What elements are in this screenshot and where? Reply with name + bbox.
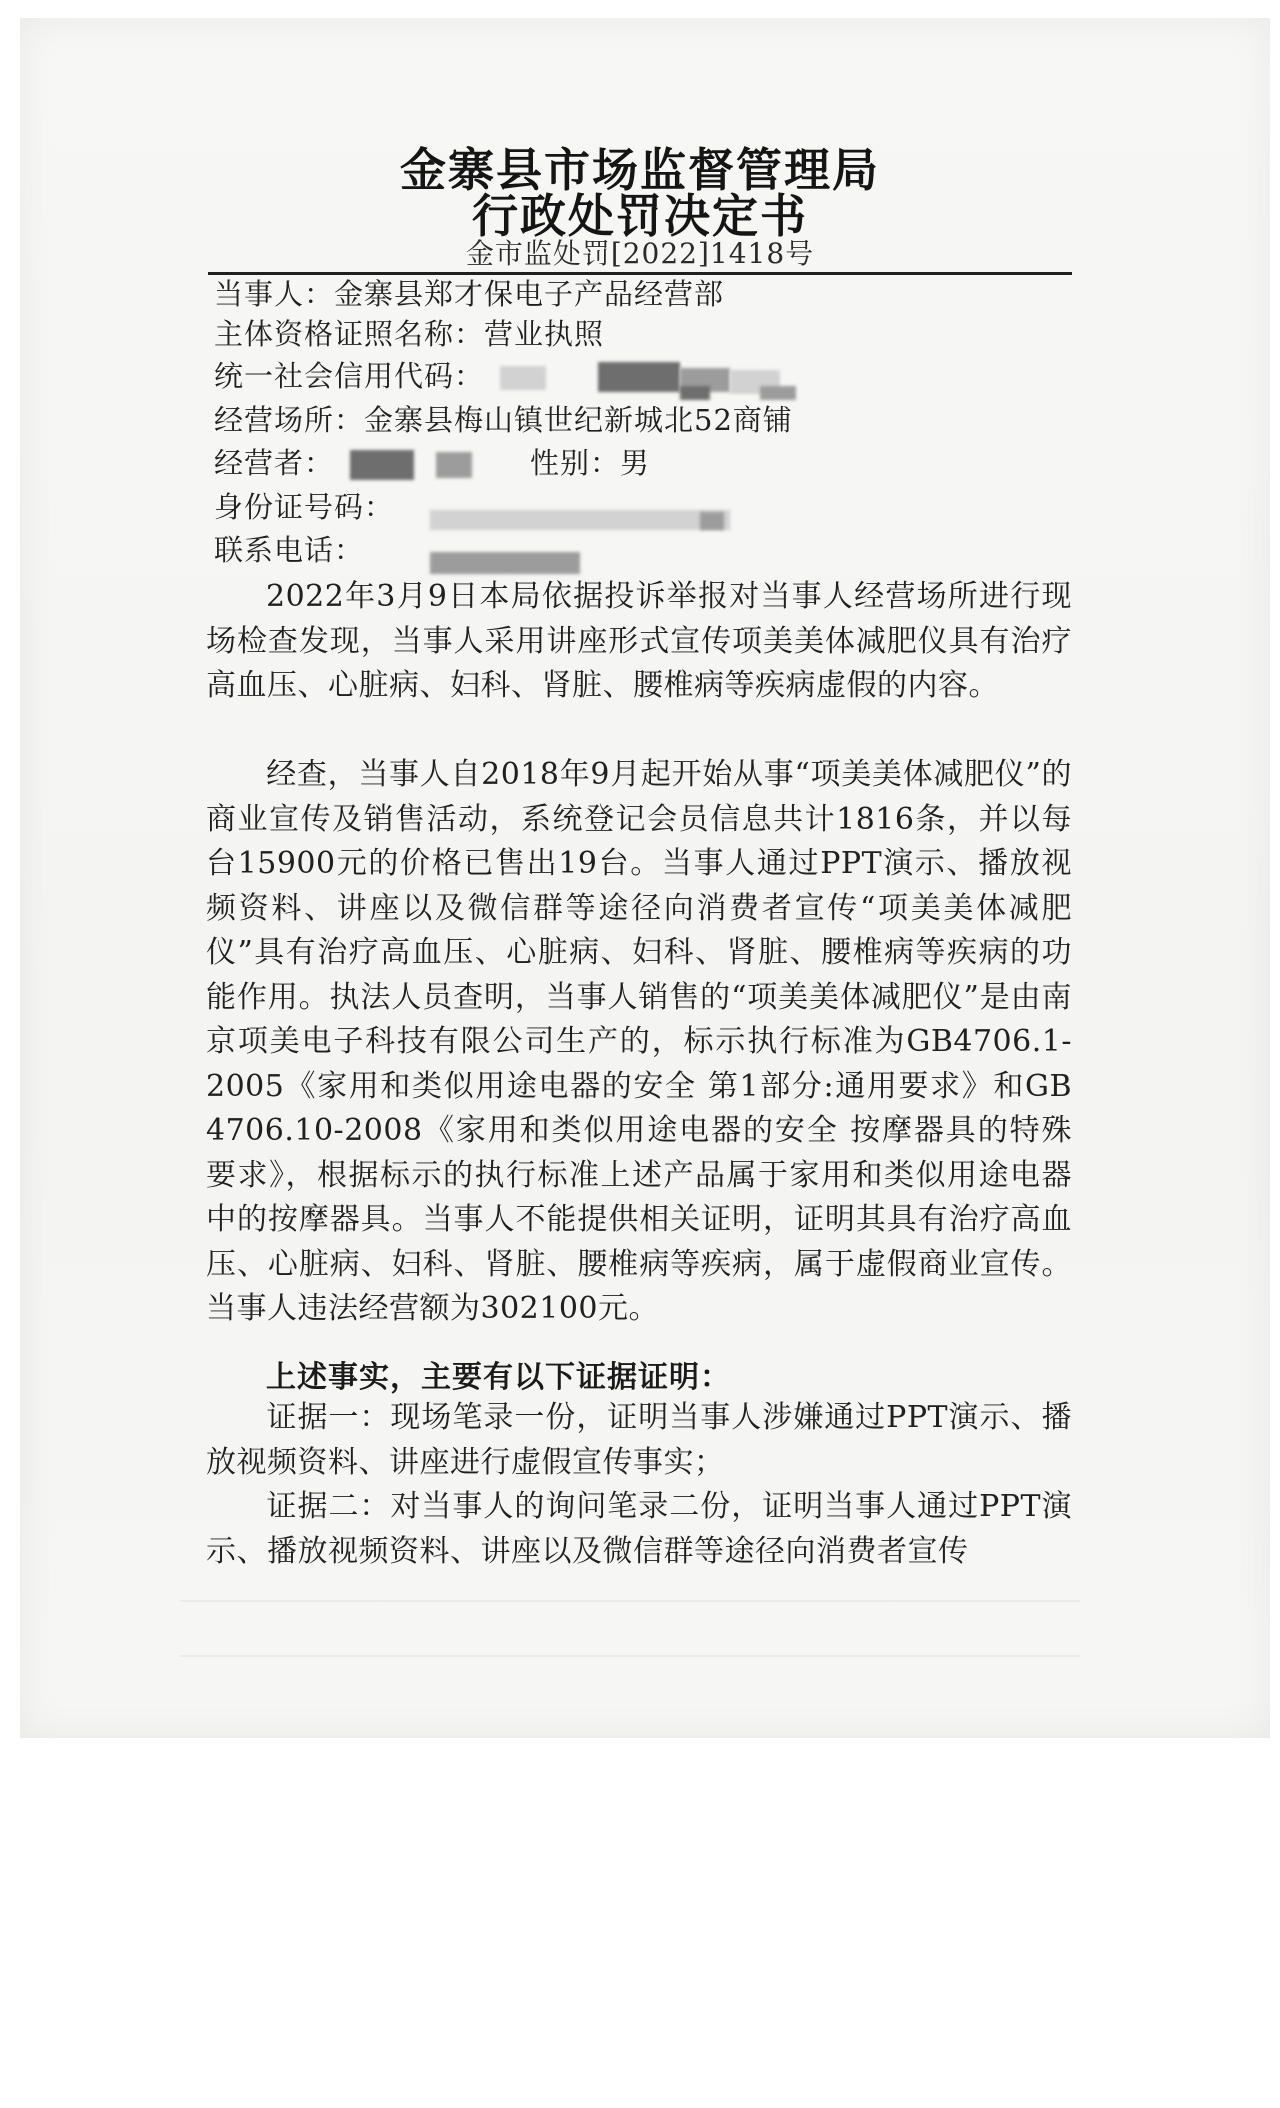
gender-label: 性别：: [530, 446, 621, 480]
redacted-id-number: [430, 510, 730, 530]
redacted-id-number: [700, 512, 724, 530]
evidence-item-2: [206, 1485, 1072, 1574]
party-name-value: 金寨县郑才保电子产品经营部: [334, 277, 725, 311]
license-line: [214, 314, 604, 354]
address-line: [214, 400, 793, 440]
evidence-item-2-text: 证据二：对当事人的询问笔录二份，证明当事人通过PPT演示、播放视频资料、讲座以及微信群等途径向消费者宣传: [206, 1489, 1072, 1569]
operator-line: [214, 443, 334, 483]
address-value: 金寨县梅山镇世纪新城北52商铺: [364, 403, 793, 437]
id-number-line: [214, 487, 394, 527]
redacted-phone-number: [430, 552, 580, 574]
evidence-item-1: [206, 1396, 1072, 1485]
paragraph-inspection: [206, 575, 1072, 709]
party-name-label: 当事人：: [214, 277, 335, 311]
operator-label: 经营者：: [214, 446, 335, 480]
redacted-operator-name: [436, 452, 472, 478]
redacted-credit-code: [500, 366, 546, 390]
phone-label: 联系电话：: [214, 533, 365, 567]
license-value: 营业执照: [484, 317, 605, 351]
paragraph-inspection-text: 2022年3月9日本局依据投诉举报对当事人经营场所进行现场检查发现，当事人采用讲座形式宣传项美美体减肥仪具有治疗高血压、心脏病、妇科、肾脏、腰椎病等疾病虚假的内容。: [206, 579, 1072, 703]
credit-code-label: 统一社会信用代码：: [214, 359, 485, 393]
redacted-operator-name: [350, 450, 414, 480]
phone-line: [214, 530, 364, 570]
license-label: 主体资格证照名称：: [214, 317, 485, 351]
id-number-label: 身份证号码：: [214, 490, 395, 524]
redacted-credit-code: [680, 386, 710, 400]
gender-value: 男: [620, 446, 651, 480]
evidence-heading: 上述事实，主要有以下证据证明：: [266, 1360, 731, 1395]
party-name-line: [214, 274, 724, 314]
credit-code-line: [214, 356, 484, 396]
evidence-item-1-text: 证据一：现场笔录一份，证明当事人涉嫌通过PPT演示、播放视频资料、讲座进行虚假宣传事实；: [206, 1400, 1072, 1480]
gender-field: [530, 443, 650, 483]
scan-artifact: [180, 1600, 1080, 1602]
address-label: 经营场所：: [214, 403, 365, 437]
scan-artifact: [180, 1655, 1080, 1657]
redacted-credit-code: [598, 362, 680, 392]
redacted-credit-code: [760, 386, 796, 400]
paragraph-findings: [206, 753, 1072, 1332]
paragraph-findings-text: 经查，当事人自2018年9月起开始从事“项美美体减肥仪”的商业宣传及销售活动，系统登记会员信息共计1816条，并以每台15900元的价格已售出19台。当事人通过PPT演示、播放视频资料、讲座以及微信群等途径向消费者宣传“项美美体减肥仪”具有治疗高血压、心脏病、妇科、肾脏、腰椎病等疾病的功能作用。执法人员查明，当事人销售的“项美美体减肥仪”是由南京项美电子科技有限公司生产的，标示执行标准为GB4706.1-2005《家用和类似用途电器的安全 第1部分:通用要求》和GB 4706.10-2008《家用和类似用途电器的安全 按摩器具的特殊要求》，根据标示的执行标准上述产品属于家用和类似用途电器中的按摩器具。当事人不能提供相关证明，证明其具有治疗高血压、心脏病、妇科、肾脏、腰椎病等疾病，属于虚假商业宣传。当事人违法经营额为302100元。: [206, 757, 1072, 1326]
document-number: 金市监处罚[2022]1418号: [465, 237, 815, 270]
authority-title: 金寨县市场监督管理局: [400, 143, 880, 197]
document-type-title: 行政处罚决定书: [472, 189, 808, 243]
